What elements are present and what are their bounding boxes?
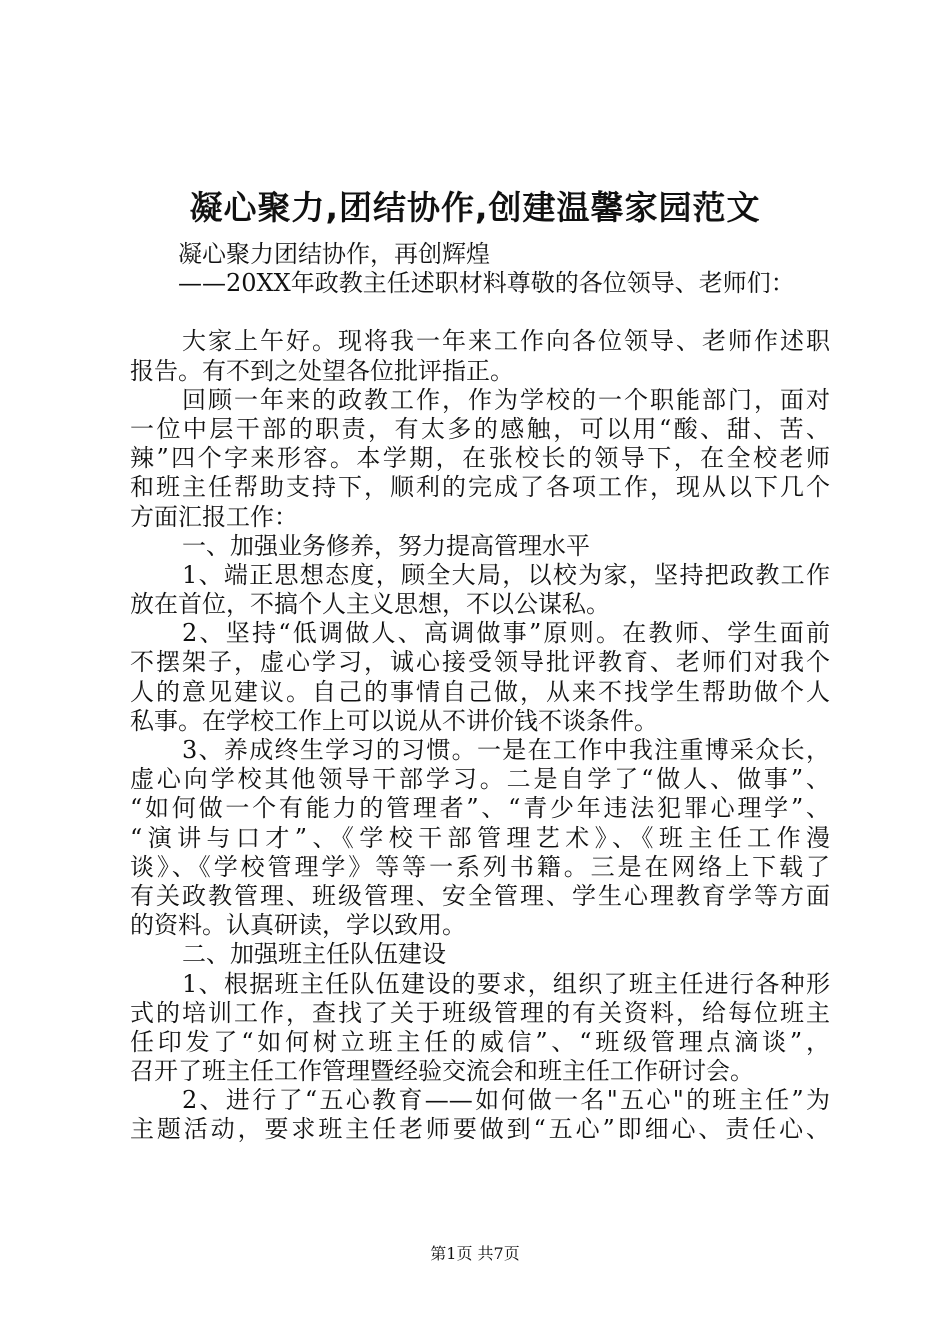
- paragraph-line: “如何做一个有能力的管理者”、“青少年违法犯罪心理学”、: [130, 794, 830, 823]
- paragraph-line: 有关政教管理、班级管理、安全管理、学生心理教育学等方面: [130, 881, 830, 910]
- page-number-footer: 第1页 共7页: [430, 1244, 520, 1263]
- paragraph-line: 任印发了“如何树立班主任的威信”、“班级管理点滴谈”，: [130, 1027, 830, 1056]
- paragraph-line: 1、根据班主任队伍建设的要求，组织了班主任进行各种形: [182, 969, 830, 998]
- paragraph-line: 私事。在学校工作上可以说从不讲价钱不谈条件。: [130, 706, 658, 735]
- subtitle-line: 凝心聚力团结协作，再创辉煌: [178, 240, 490, 268]
- paragraph-line: 人的意见建议。自己的事情自己做，从来不找学生帮助做个人: [130, 677, 830, 706]
- paragraph-line: “演讲与口才”、《学校干部管理艺术》、《班主任工作漫: [130, 823, 830, 852]
- paragraph-line: 2、进行了“五心教育——如何做一名"五心"的班主任”为: [182, 1086, 830, 1115]
- section-heading: 二、加强班主任队伍建设: [182, 940, 446, 969]
- document-body: [130, 240, 830, 1145]
- paragraph-line: 和班主任帮助支持下，顺利的完成了各项工作，现从以下几个: [130, 473, 830, 502]
- document-title: 凝心聚力,团结协作,创建温馨家园范文: [189, 188, 761, 227]
- paragraph-line: 放在首位，不搞个人主义思想，不以公谋私。: [130, 590, 610, 619]
- paragraph-line: 1、端正思想态度，顾全大局，以校为家，坚持把政教工作: [182, 560, 830, 589]
- paragraph-line: 报告。有不到之处望各位批评指正。: [130, 356, 514, 385]
- paragraph-line: 主题活动，要求班主任老师要做到“五心”即细心、责任心、: [130, 1115, 830, 1144]
- paragraph-line: 不摆架子，虚心学习，诚心接受领导批评教育、老师们对我个: [130, 648, 830, 677]
- paragraph-line: 方面汇报工作：: [130, 502, 298, 531]
- paragraph-line: 回顾一年来的政教工作，作为学校的一个职能部门，面对: [182, 385, 830, 414]
- paragraph-line: 式的培训工作，查找了关于班级管理的有关资料，给每位班主: [130, 998, 830, 1027]
- paragraph-line: 谈》、《学校管理学》等等一系列书籍。三是在网络上下载了: [130, 852, 830, 881]
- blank-line: [130, 298, 830, 327]
- subtitle-line: ——20XX年政教主任述职材料尊敬的各位领导、老师们：: [178, 269, 795, 298]
- paragraph-line: 的资料。认真研读，学以致用。: [130, 911, 466, 940]
- paragraph-line: 辣”四个字来形容。本学期，在张校长的领导下，在全校老师: [130, 444, 830, 473]
- paragraph-line: 3、养成终生学习的习惯。一是在工作中我注重博采众长，: [182, 736, 830, 764]
- paragraph-line: 一位中层干部的职责，有太多的感触，可以用“酸、甜、苦、: [130, 414, 830, 443]
- section-heading: 一、加强业务修养，努力提高管理水平: [182, 531, 590, 560]
- paragraph-line: 召开了班主任工作管理暨经验交流会和班主任工作研讨会。: [130, 1057, 754, 1086]
- paragraph-line: 大家上午好。现将我一年来工作向各位领导、老师作述职: [182, 327, 830, 356]
- paragraph-line: 2、坚持“低调做人、高调做事”原则。在教师、学生面前: [182, 619, 830, 648]
- paragraph-line: 虚心向学校其他领导干部学习。二是自学了“做人、做事”、: [130, 765, 830, 794]
